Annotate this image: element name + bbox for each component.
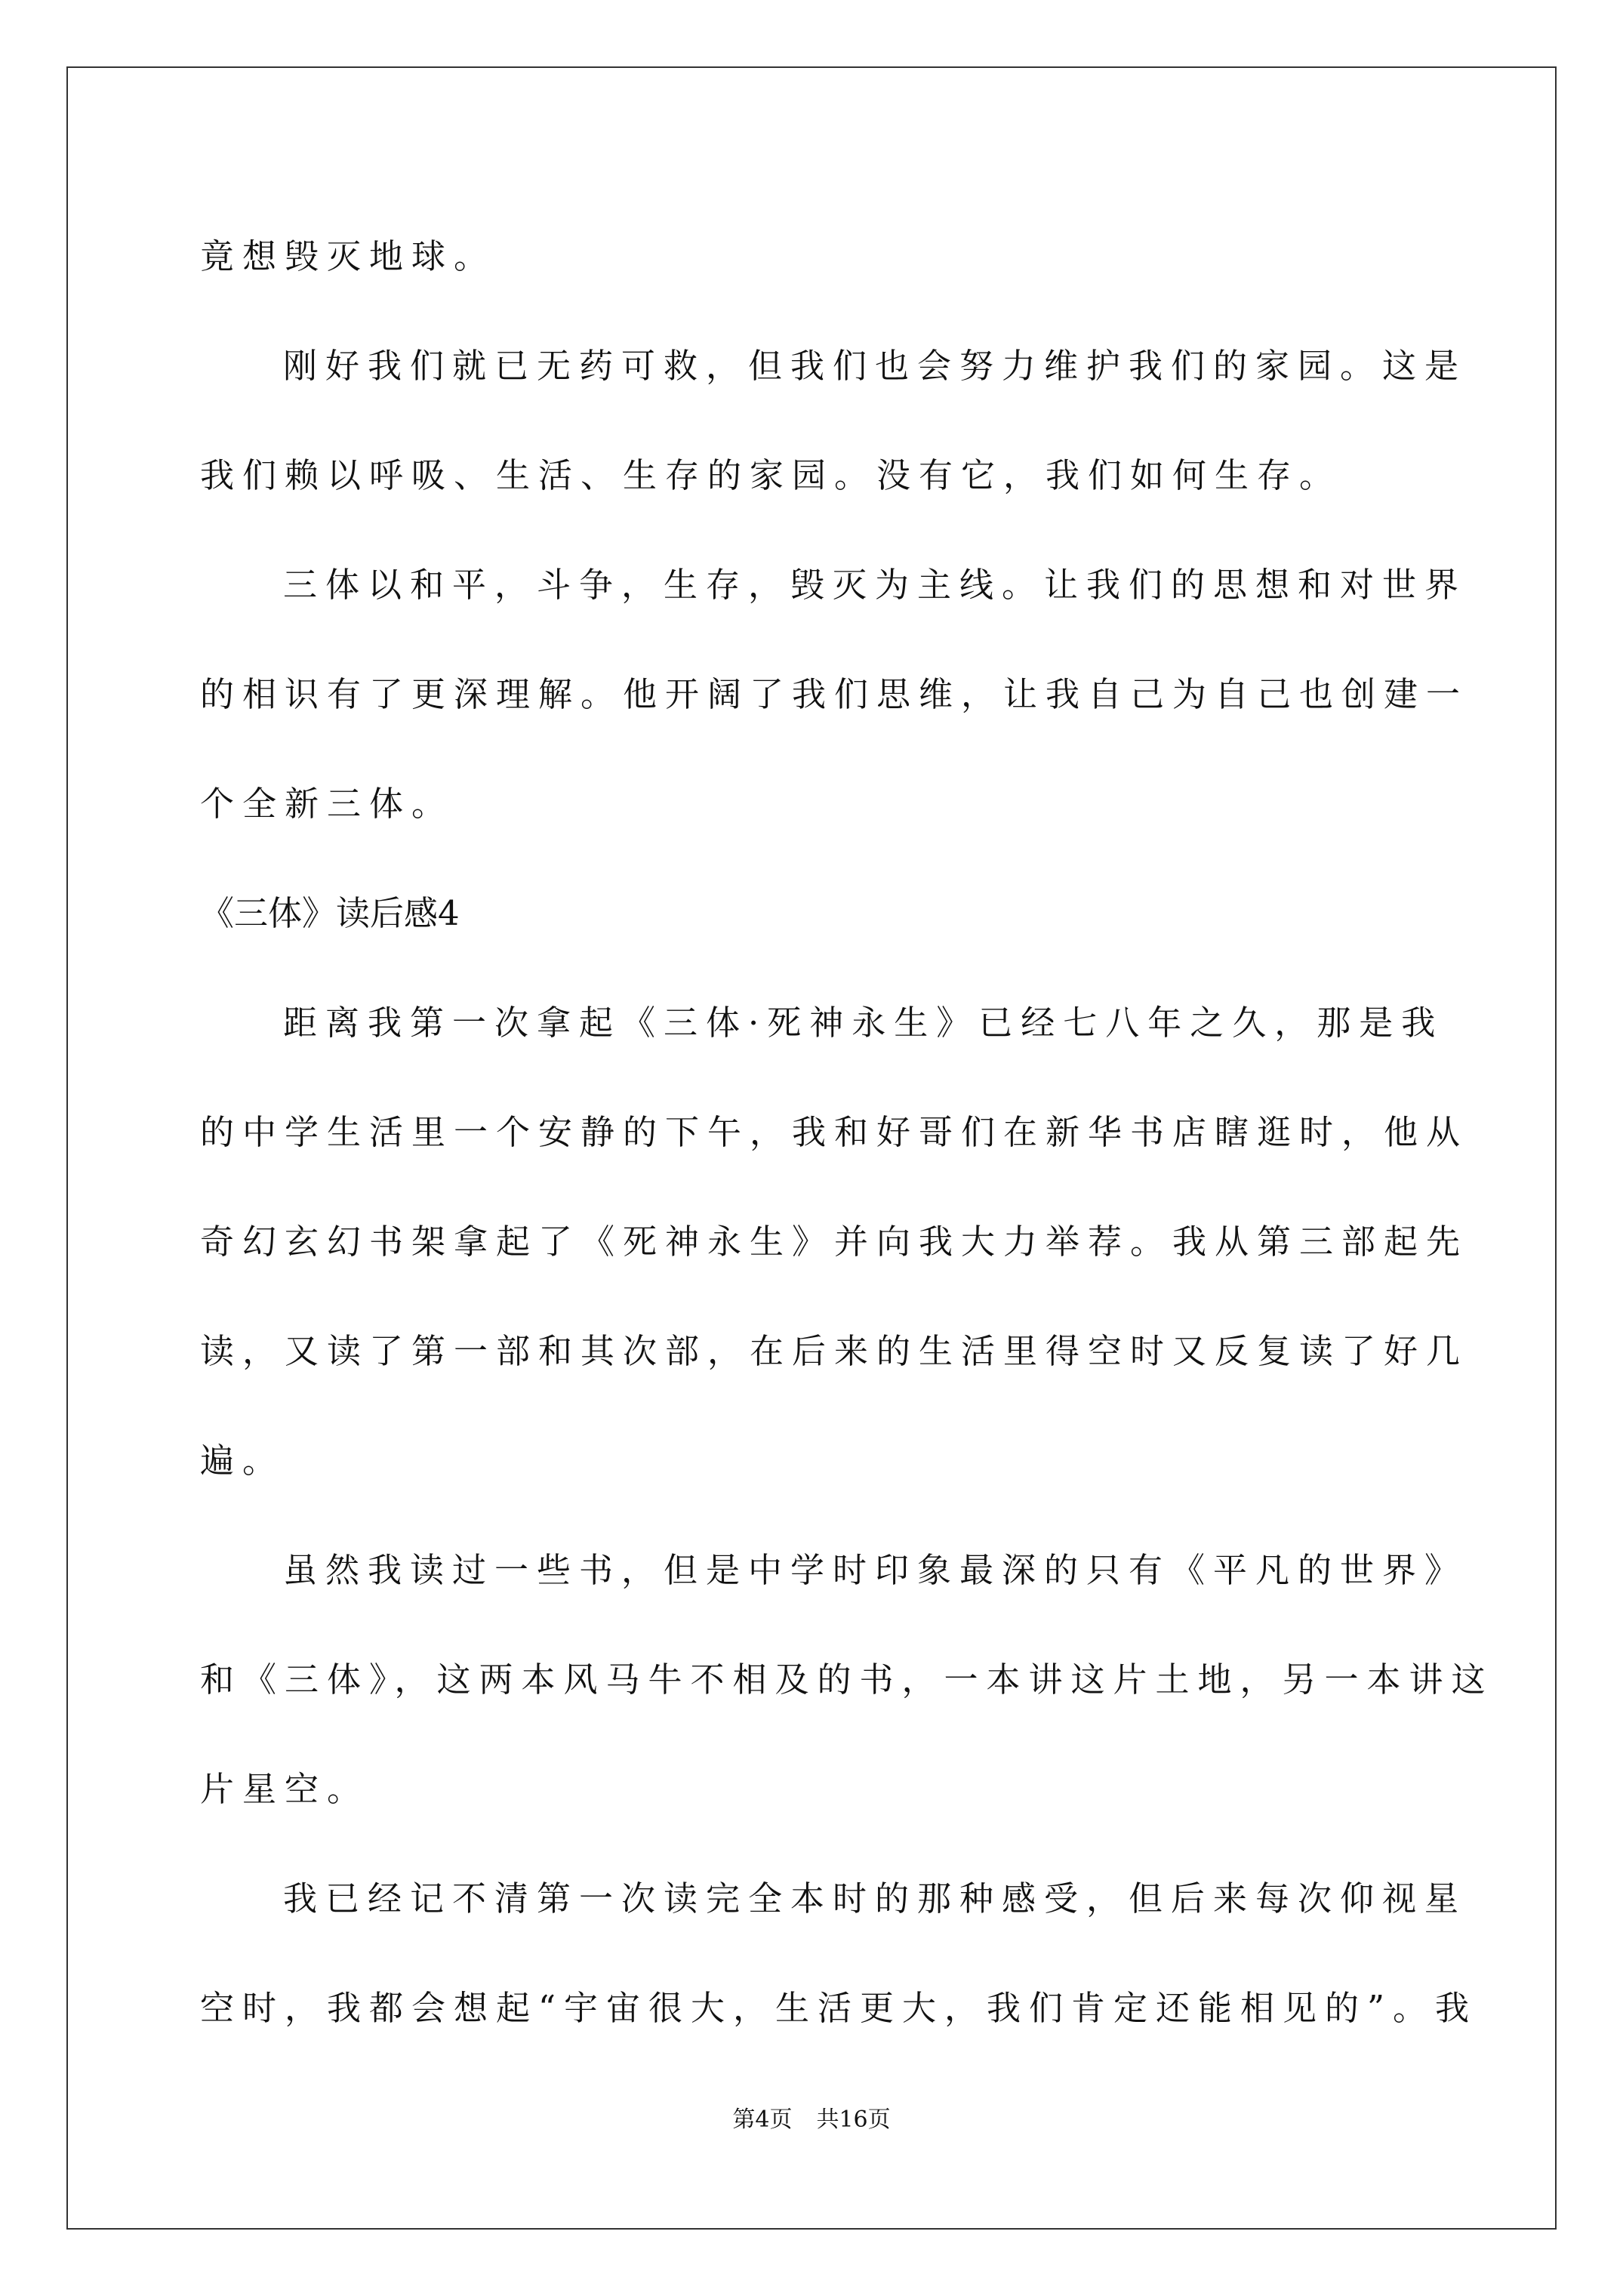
text-line: 空时，我都会想起“宇宙很大，生活更大，我们肯定还能相见的”。我 — [200, 1988, 1478, 2028]
paragraph-start: 刚好我们就已无药可救，但我们也会努力维护我们的家园。这是 — [283, 346, 1467, 386]
text-line: 的相识有了更深理解。他开阔了我们思维，让我自己为自己也创建一 — [200, 674, 1469, 714]
text-line: 和《三体》，这两本风马牛不相及的书，一本讲这片土地，另一本讲这 — [200, 1660, 1494, 1700]
text-line: 的中学生活里一个安静的下午，我和好哥们在新华书店瞎逛时，他从 — [200, 1112, 1469, 1152]
text-line: 我们赖以呼吸、生活、生存的家园。没有它，我们如何生存。 — [200, 455, 1342, 495]
page-number: 第4页 — [732, 2106, 793, 2133]
text-line: 竟想毁灭地球。 — [200, 236, 497, 276]
section-heading: 《三体》读后感4 — [200, 893, 460, 933]
page-total: 共16页 — [816, 2106, 891, 2133]
text-line: 个全新三体。 — [200, 784, 454, 824]
text-line: 片星空。 — [200, 1769, 370, 1809]
text-line: 读，又读了第一部和其次部，在后来的生活里得空时又反复读了好几 — [200, 1331, 1469, 1371]
paragraph-start: 虽然我读过一些书，但是中学时印象最深的只有《平凡的世界》 — [283, 1550, 1467, 1590]
paragraph-start: 我已经记不清第一次读完全本时的那种感受，但后来每次仰视星 — [283, 1878, 1467, 1918]
paragraph-start: 三体以和平，斗争，生存，毁灭为主线。让我们的思想和对世界 — [283, 565, 1467, 605]
text-line: 遍。 — [200, 1441, 285, 1481]
paragraph-start: 距离我第一次拿起《三体·死神永生》已经七八年之久，那是我 — [283, 1003, 1444, 1043]
text-line: 奇幻玄幻书架拿起了《死神永生》并向我大力举荐。我从第三部起先 — [200, 1222, 1469, 1262]
page-footer — [0, 2105, 1623, 2135]
